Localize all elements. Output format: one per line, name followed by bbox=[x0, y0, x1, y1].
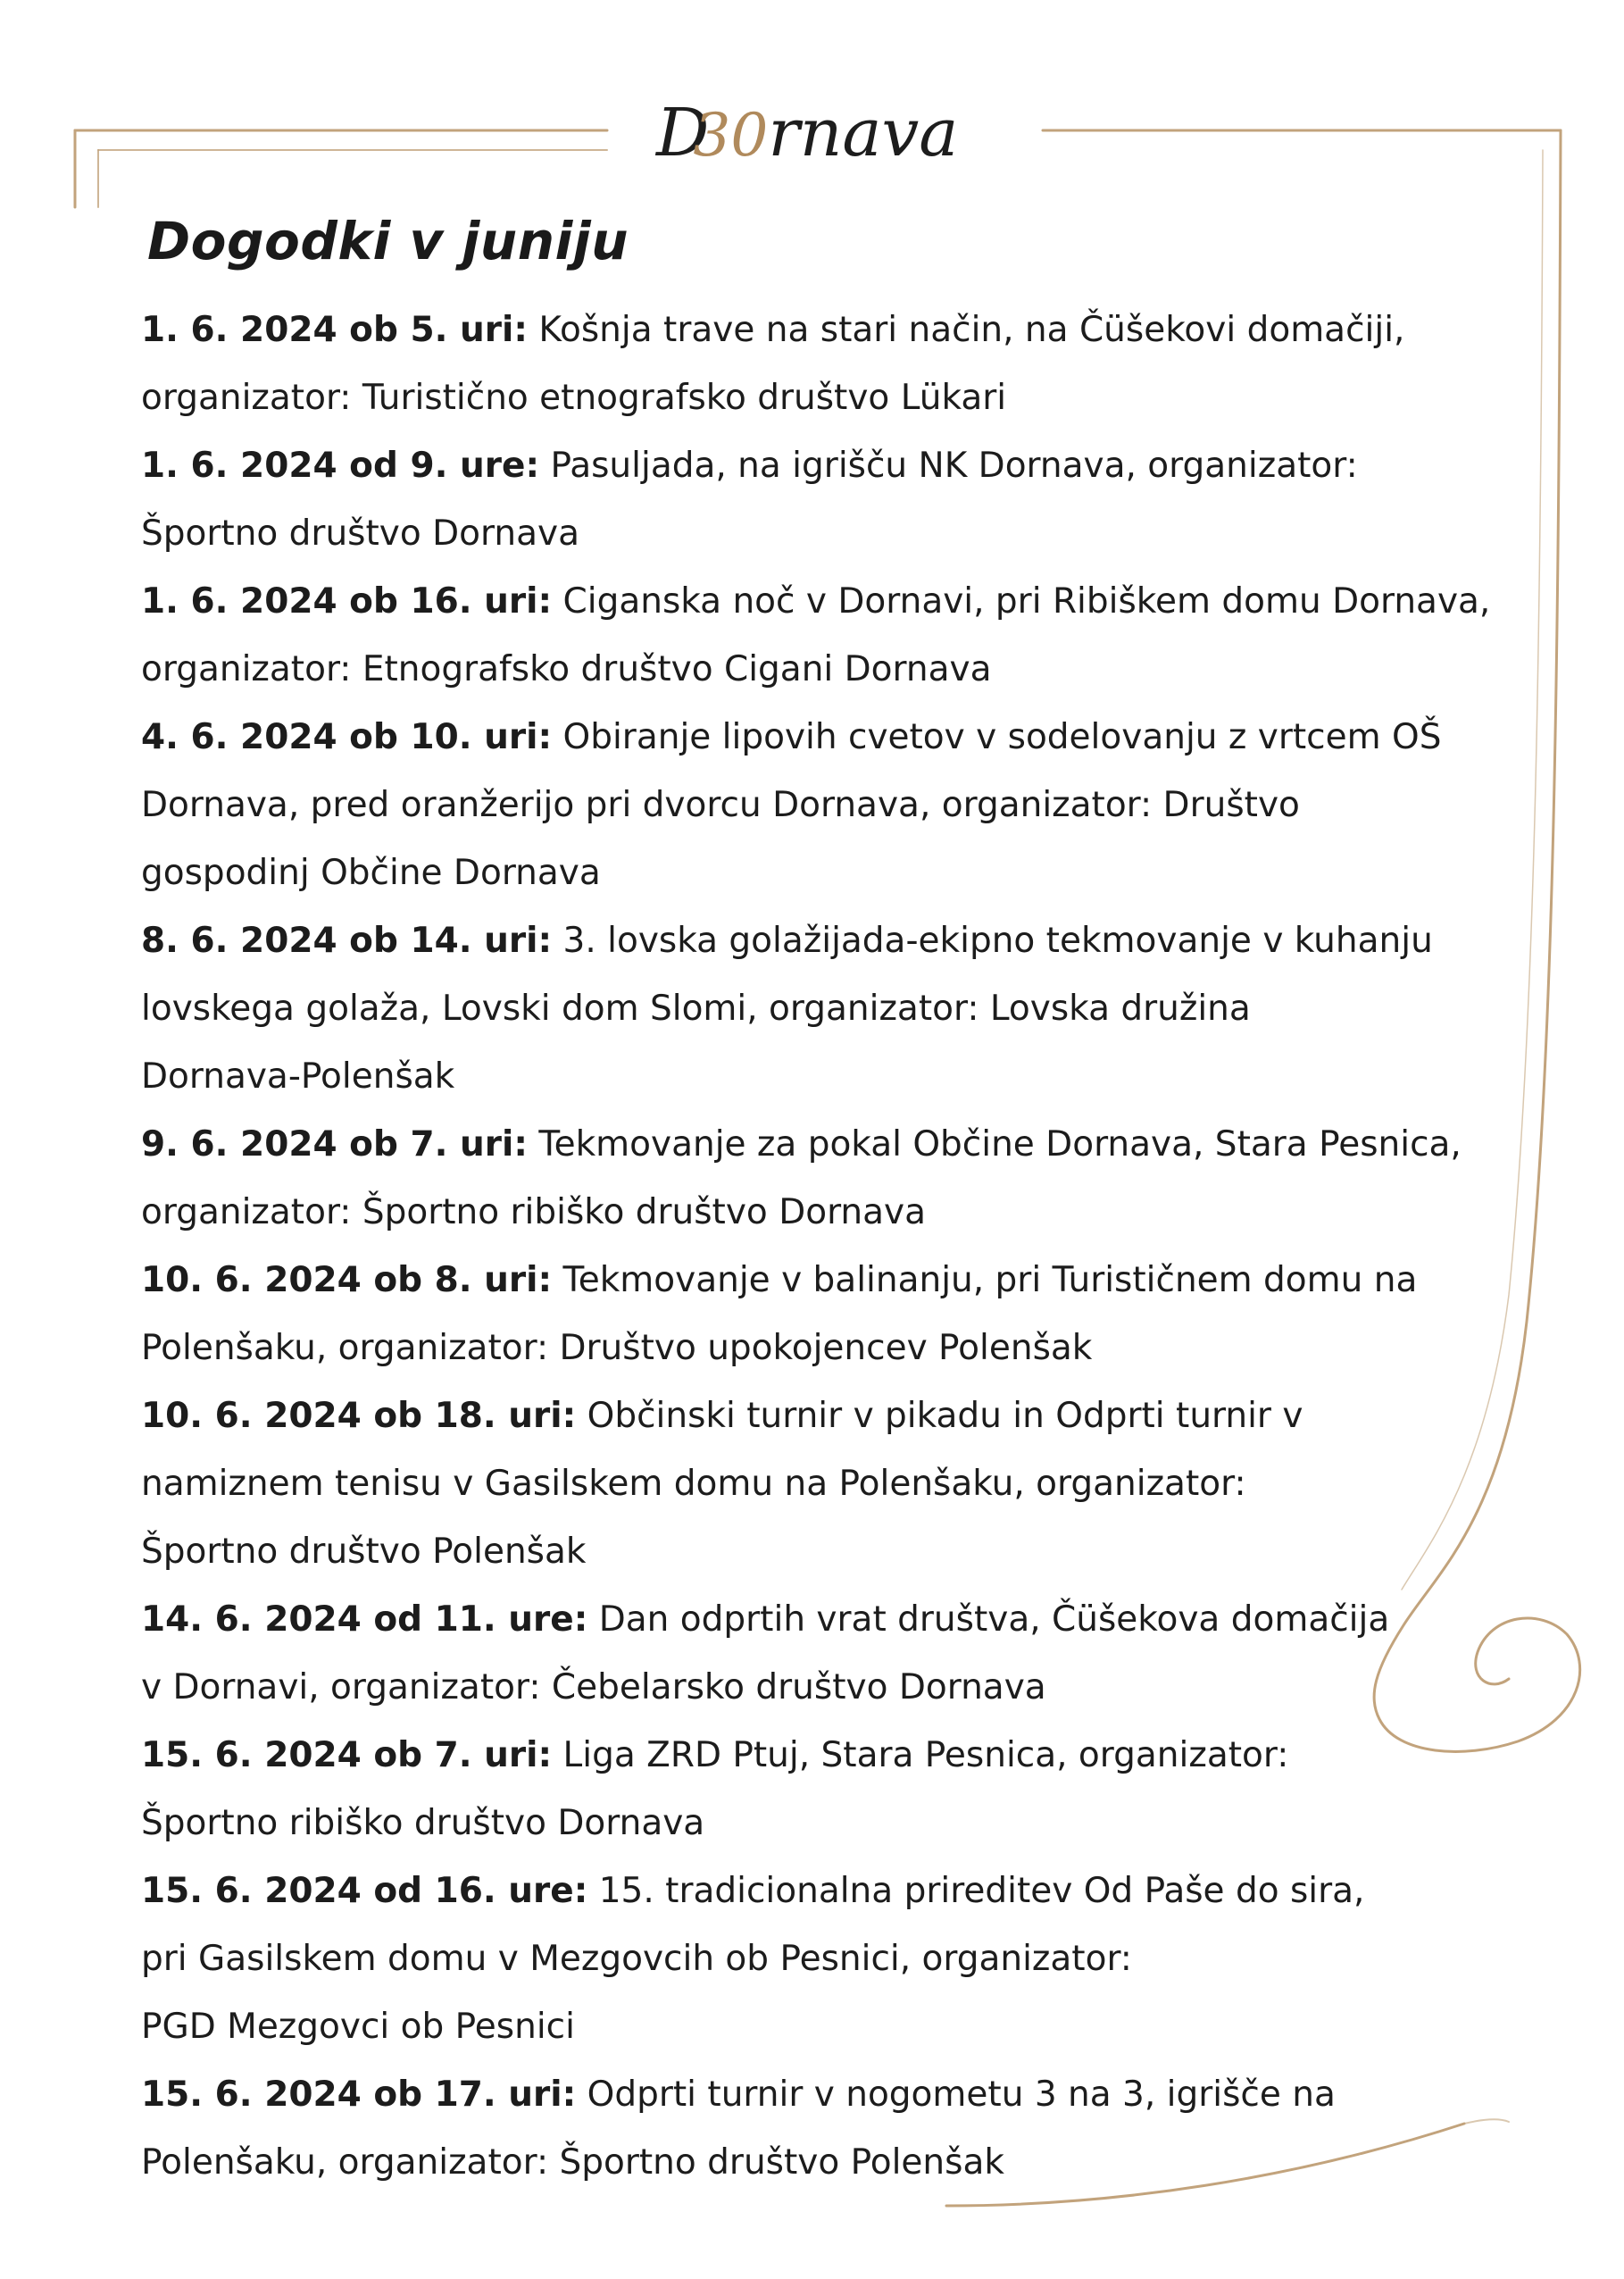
event-description: pri Gasilskem domu v Mezgovcih ob Pesnici, organizator: bbox=[141, 1939, 1132, 1979]
event-description: v Dornavi, organizator: Čebelarsko društvo Dornava bbox=[141, 1667, 1046, 1707]
event-description: Polenšaku, organizator: Društvo upokojencev Polenšak bbox=[141, 1328, 1093, 1368]
dornava-30-logo bbox=[647, 66, 1004, 182]
event-description: Odprti turnir v nogometu 3 na 3, igrišče na bbox=[587, 2074, 1336, 2115]
event-date: 14. 6. 2024 od 11. ure: bbox=[141, 1599, 588, 1640]
event-date: 15. 6. 2024 ob 7. uri: bbox=[141, 1735, 553, 1775]
event-item bbox=[141, 1722, 1534, 1790]
event-description: Košnja trave na stari način, na Čüšekovi domačiji, bbox=[538, 310, 1405, 350]
event-description: lovskega golaža, Lovski dom Slomi, organizator: Lovska družina bbox=[141, 989, 1251, 1029]
event-item bbox=[141, 296, 1534, 364]
event-description: Športno društvo Dornava bbox=[141, 513, 579, 554]
event-continuation-line bbox=[141, 839, 1534, 907]
event-item bbox=[141, 1857, 1534, 1925]
event-description: Liga ZRD Ptuj, Stara Pesnica, organizator: bbox=[562, 1735, 1289, 1775]
event-continuation-line bbox=[141, 1043, 1534, 1111]
event-item bbox=[141, 907, 1534, 975]
event-continuation-line bbox=[141, 500, 1534, 568]
event-continuation-line bbox=[141, 2129, 1534, 2197]
event-date: 15. 6. 2024 od 16. ure: bbox=[141, 1871, 588, 1911]
event-description: organizator: Športno ribiško društvo Dornava bbox=[141, 1192, 927, 1232]
event-item bbox=[141, 432, 1534, 500]
event-date: 1. 6. 2024 ob 16. uri: bbox=[141, 581, 553, 622]
event-item bbox=[141, 2061, 1534, 2129]
event-date: 1. 6. 2024 od 9. ure: bbox=[141, 446, 540, 486]
logo-initial: D bbox=[656, 95, 710, 171]
event-date: 8. 6. 2024 ob 14. uri: bbox=[141, 921, 553, 961]
event-description: organizator: Turistično etnografsko društvo Lükari bbox=[141, 378, 1007, 418]
page-title: Dogodki v juniju bbox=[147, 211, 629, 271]
logo-rest: rnava bbox=[768, 95, 959, 171]
event-description: Dornava-Polenšak bbox=[141, 1056, 455, 1097]
event-item bbox=[141, 1586, 1534, 1654]
event-description: gospodinj Občine Dornava bbox=[141, 853, 601, 893]
event-description: Tekmovanje za pokal Občine Dornava, Stara Pesnica, bbox=[538, 1124, 1462, 1165]
event-continuation-line bbox=[141, 1925, 1534, 1993]
event-continuation-line bbox=[141, 1993, 1534, 2061]
events-list bbox=[141, 296, 1534, 2197]
event-continuation-line bbox=[141, 364, 1534, 432]
event-description: namiznem tenisu v Gasilskem domu na Polenšaku, organizator: bbox=[141, 1464, 1246, 1504]
event-description: Ciganska noč v Dornavi, pri Ribiškem domu Dornava, bbox=[562, 581, 1491, 622]
event-description: Tekmovanje v balinanju, pri Turističnem domu na bbox=[562, 1260, 1418, 1300]
event-item bbox=[141, 1382, 1534, 1450]
event-item bbox=[141, 704, 1534, 772]
event-description: Športno ribiško društvo Dornava bbox=[141, 1803, 705, 1843]
event-description: 15. tradicionalna prireditev Od Paše do sira, bbox=[598, 1871, 1365, 1911]
event-description: Športno društvo Polenšak bbox=[141, 1532, 587, 1572]
event-continuation-line bbox=[141, 1179, 1534, 1247]
event-description: organizator: Etnografsko društvo Cigani Dornava bbox=[141, 649, 992, 689]
event-date: 1. 6. 2024 ob 5. uri: bbox=[141, 310, 528, 350]
event-continuation-line bbox=[141, 1654, 1534, 1722]
event-continuation-line bbox=[141, 636, 1534, 704]
event-description: Dan odprtih vrat društva, Čüšekova domačija bbox=[598, 1599, 1390, 1640]
logo-number: 30 bbox=[693, 101, 769, 170]
event-description: Obiranje lipovih cvetov v sodelovanju z vrtcem OŠ bbox=[562, 717, 1442, 757]
event-date: 9. 6. 2024 ob 7. uri: bbox=[141, 1124, 528, 1165]
event-description: PGD Mezgovci ob Pesnici bbox=[141, 2007, 575, 2047]
event-date: 15. 6. 2024 ob 17. uri: bbox=[141, 2074, 577, 2115]
event-description: 3. lovska golažijada-ekipno tekmovanje v kuhanju bbox=[562, 921, 1433, 961]
event-item bbox=[141, 568, 1534, 636]
event-continuation-line bbox=[141, 975, 1534, 1043]
event-item bbox=[141, 1247, 1534, 1315]
event-date: 10. 6. 2024 ob 8. uri: bbox=[141, 1260, 553, 1300]
event-description: Dornava, pred oranžerijo pri dvorcu Dornava, organizator: Društvo bbox=[141, 785, 1300, 825]
event-continuation-line bbox=[141, 1518, 1534, 1586]
event-continuation-line bbox=[141, 1315, 1534, 1382]
event-continuation-line bbox=[141, 1450, 1534, 1518]
event-continuation-line bbox=[141, 772, 1534, 839]
event-description: Pasuljada, na igrišču NK Dornava, organizator: bbox=[550, 446, 1358, 486]
event-item bbox=[141, 1111, 1534, 1179]
event-description: Občinski turnir v pikadu in Odprti turnir v bbox=[587, 1396, 1303, 1436]
svg-text:D30rnava bbox=[654, 95, 958, 171]
event-date: 10. 6. 2024 ob 18. uri: bbox=[141, 1396, 577, 1436]
event-description: Polenšaku, organizator: Športno društvo Polenšak bbox=[141, 2142, 1004, 2183]
event-continuation-line bbox=[141, 1790, 1534, 1857]
event-date: 4. 6. 2024 ob 10. uri: bbox=[141, 717, 553, 757]
